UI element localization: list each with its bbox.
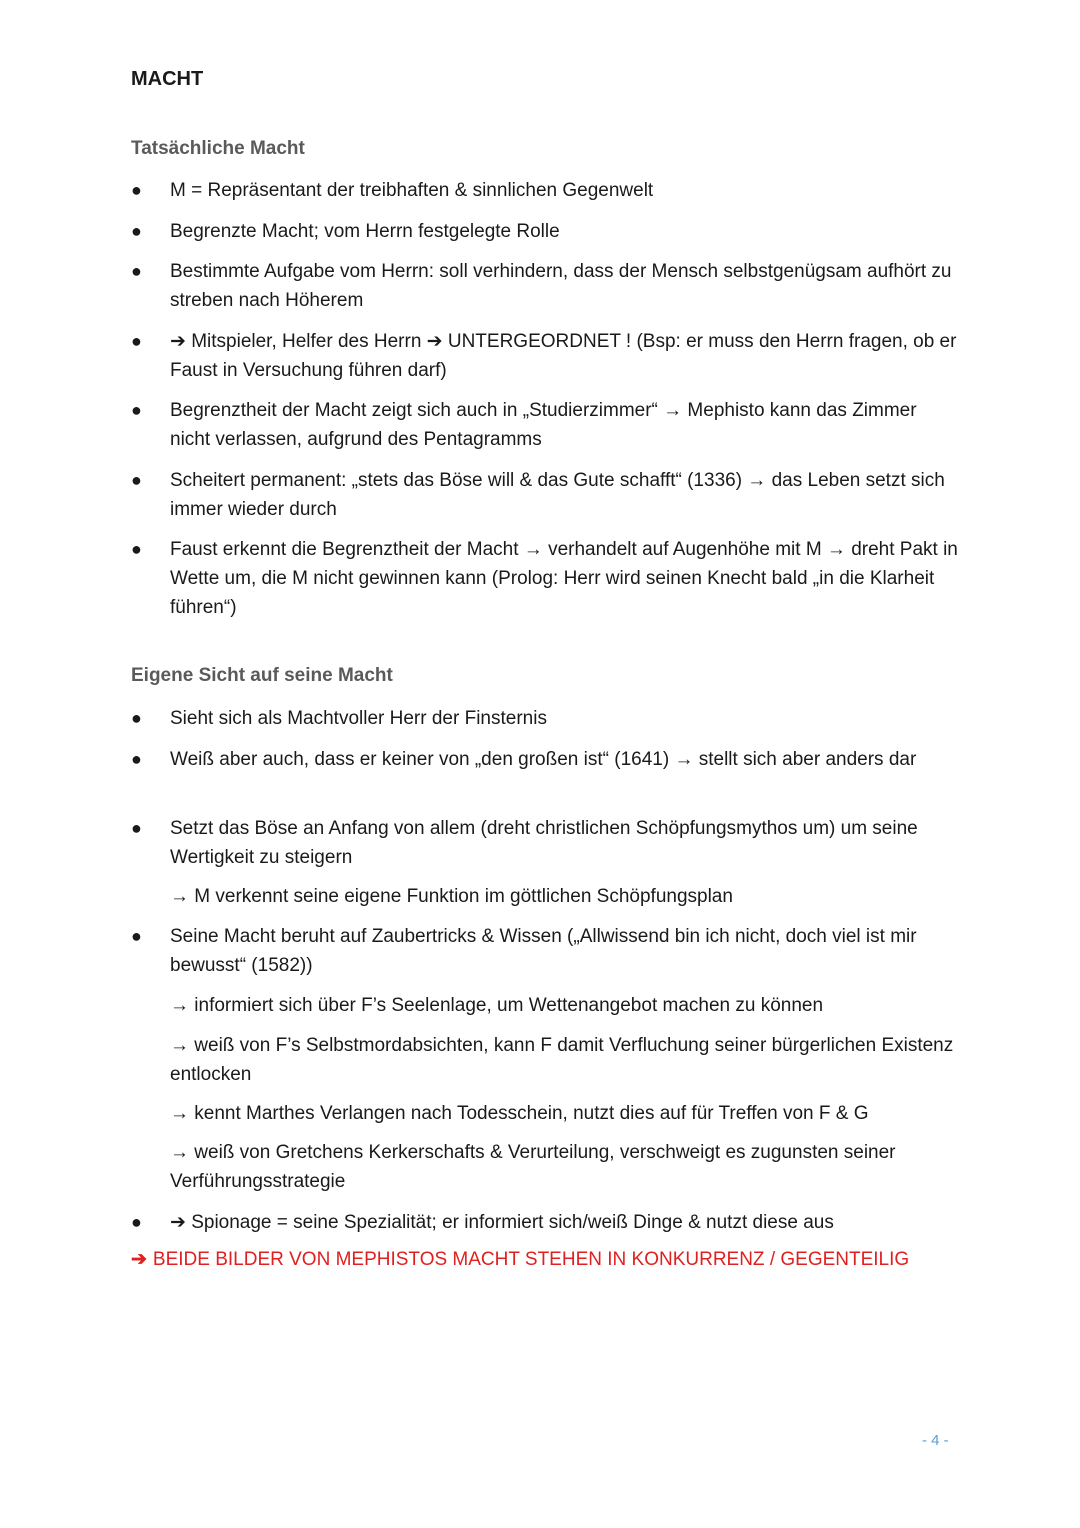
list-item-text: Faust erkennt die Begrenztheit der Macht → verhandelt auf Augenhöhe mit M → dreht Pakt in Wette um, die M nicht gewinnen kann (Prolog: Herr wird seinen Knecht bald „in die Klarheit führen“)	[170, 539, 958, 618]
list-item-text: Begrenzte Macht; vom Herrn festgelegte Rolle	[170, 221, 560, 242]
list-item-text: Setzt das Böse an Anfang von allem (dreht christlichen Schöpfungsmythos um) um seine Wertigkeit zu steigern	[170, 818, 918, 868]
list-item-text: ➔ Spionage = seine Spezialität; er informiert sich/weiß Dinge & nutzt diese aus	[170, 1212, 834, 1233]
list-item-text: Weiß aber auch, dass er keiner von „den großen ist“ (1641) → stellt sich aber anders dar	[170, 749, 917, 770]
bullet-icon: ●	[131, 180, 142, 200]
sub-note: → informiert sich über F’s Seelenlage, um Wettenangebot machen zu können	[170, 995, 824, 1016]
bullet-icon: ●	[131, 539, 142, 559]
sub-note: → M verkennt seine eigene Funktion im göttlichen Schöpfungsplan	[170, 886, 733, 907]
sub-note: → weiß von F’s Selbstmordabsichten, kann F damit Verfluchung seiner bürgerlichen Existenz entlocken	[170, 1035, 954, 1085]
bullet-icon: ●	[131, 331, 142, 351]
arrow-right-icon: ➔	[131, 1249, 147, 1270]
conclusion-line	[131, 1248, 909, 1271]
sub-note: → weiß von Gretchens Kerkerschafts & Verurteilung, verschweigt es zugunsten seiner Verführungsstrategie	[170, 1142, 896, 1192]
section-heading-own-view: Eigene Sicht auf seine Macht	[131, 665, 393, 686]
list-item-text: Scheitert permanent: „stets das Böse will & das Gute schafft“ (1336) → das Leben setzt sich immer wieder durch	[170, 470, 945, 520]
page-number: - 4 -	[922, 1432, 949, 1449]
list-item-text: M = Repräsentant der treibhaften & sinnlichen Gegenwelt	[170, 180, 654, 201]
page-title: MACHT	[131, 68, 204, 90]
list-item-text: Begrenztheit der Macht zeigt sich auch in „Studierzimmer“ → Mephisto kann das Zimmer nicht verlassen, aufgrund des Pentagramms	[170, 400, 917, 450]
bullet-icon: ●	[131, 470, 142, 490]
list-item-text: Seine Macht beruht auf Zaubertricks & Wissen („Allwissend bin ich nicht, doch viel ist mir bewusst“ (1582))	[170, 926, 917, 976]
conclusion-text: BEIDE BILDER VON MEPHISTOS MACHT STEHEN IN KONKURRENZ / GEGENTEILIG	[152, 1249, 910, 1270]
bullet-icon: ●	[131, 400, 142, 420]
list-item-text: Sieht sich als Machtvoller Herr der Finsternis	[170, 708, 547, 729]
bullet-icon: ●	[131, 261, 142, 281]
bullet-icon: ●	[131, 749, 142, 769]
list-item-text: ➔ Mitspieler, Helfer des Herrn ➔ UNTERGEORDNET ! (Bsp: er muss den Herrn fragen, ob er Faust in Versuchung führen darf)	[170, 331, 957, 381]
bullet-icon: ●	[131, 818, 142, 838]
bullet-icon: ●	[131, 708, 142, 728]
bullet-icon: ●	[131, 926, 142, 946]
section-heading-actual-power: Tatsächliche Macht	[131, 138, 305, 159]
bullet-icon: ●	[131, 1212, 142, 1232]
sub-note: → kennt Marthes Verlangen nach Todesschein, nutzt dies auf für Treffen von F & G	[170, 1103, 869, 1124]
bullet-icon: ●	[131, 221, 142, 241]
list-item-text: Bestimmte Aufgabe vom Herrn: soll verhindern, dass der Mensch selbstgenügsam aufhört zu streben nach Höherem	[170, 261, 952, 311]
